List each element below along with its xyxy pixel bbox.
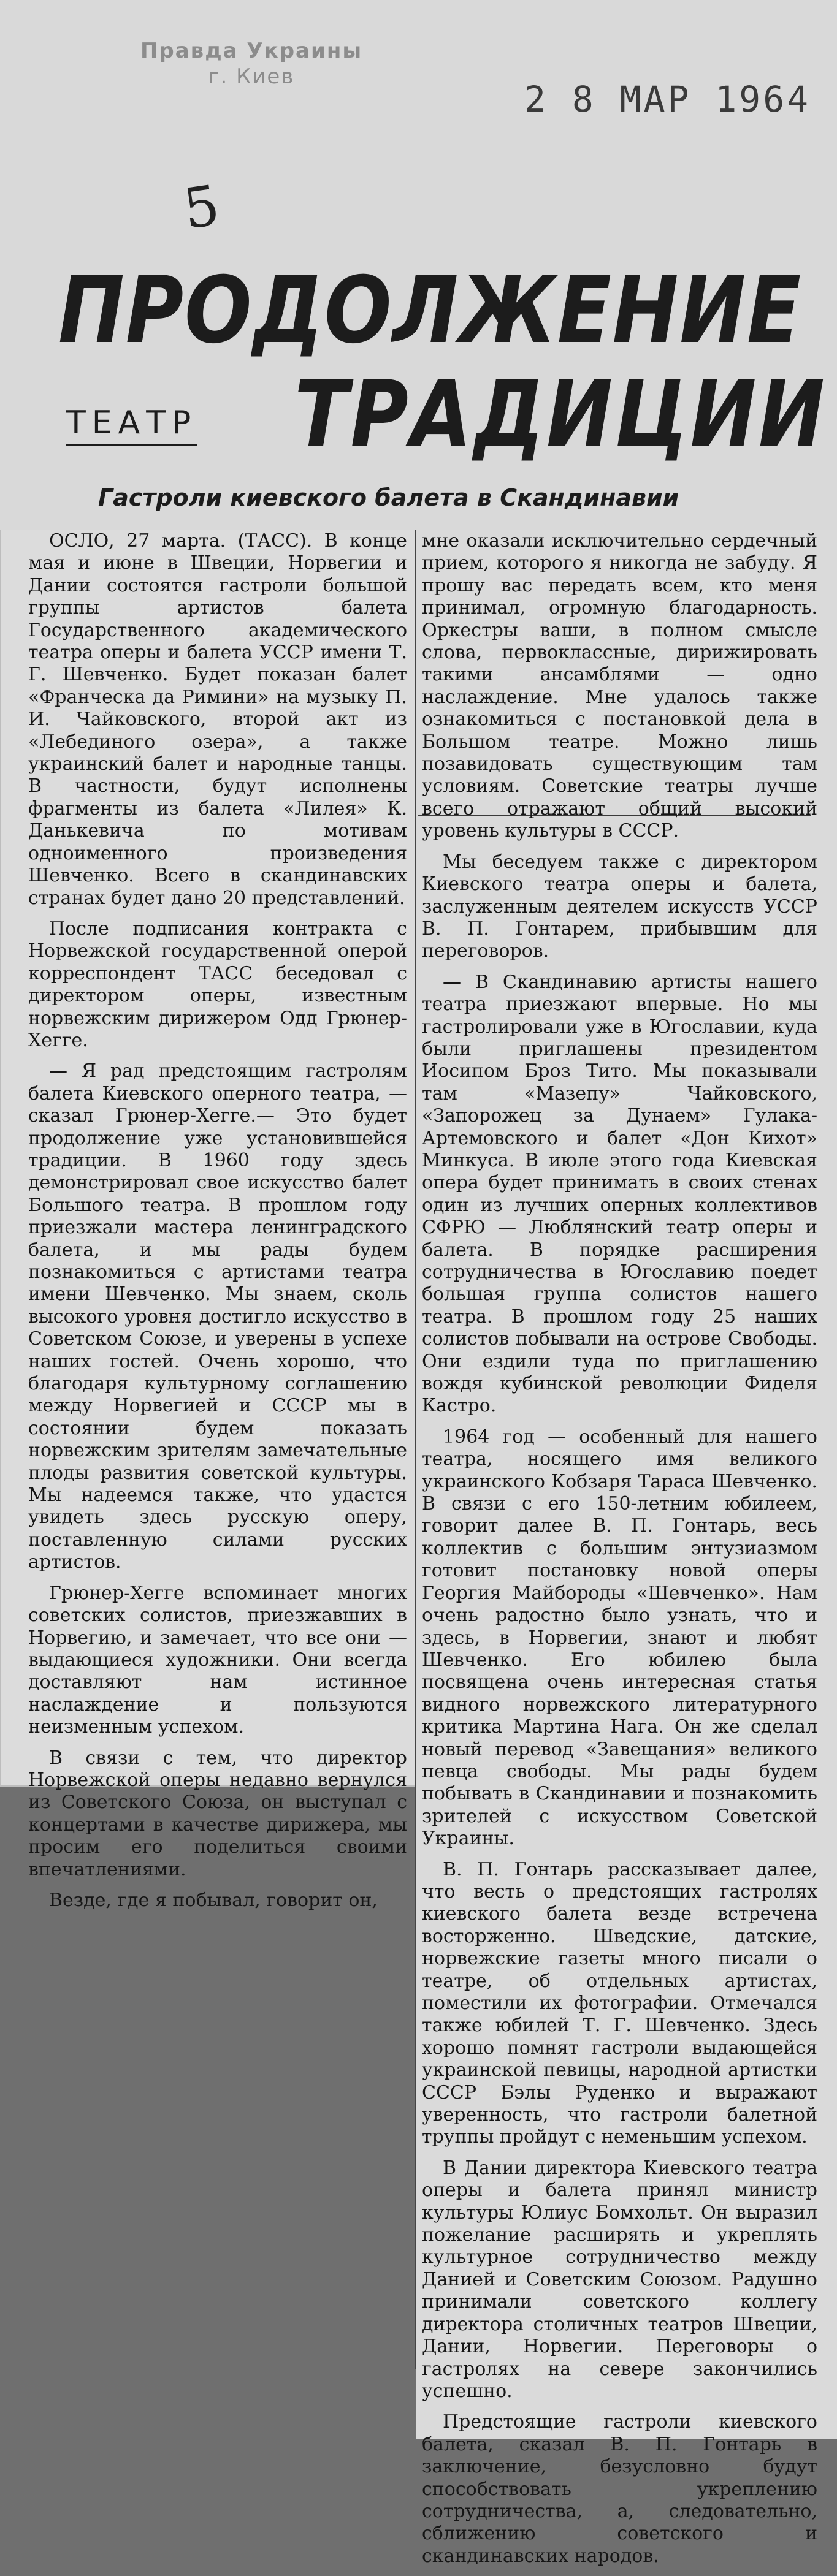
paragraph: В Дании директора Киевского театра оперы и балета принял министр культуры Юлиус Бомхольт. Он выразил пожелание расширять и укреплять культурное сотрудничество между Данией и Советским Союзом. Радушно принимали советского коллегу директора столичных театров Швеции, Дании, Норвегии. Переговоры о гастролях на севере закончились успешно. — [422, 2157, 817, 2402]
rubric-label: ТЕАТР — [66, 405, 197, 446]
paragraph: В. П. Гонтарь рассказывает далее, что весть о предстоящих гастролях киевского балета везде встречена восторженно. Шведские, датские, норвежские газеты много писали о театре, об отдельных артистах, поместили их фотографии. Отмечался также юбилей Т. Г. Шевченко. Здесь хорошо помнят гастроли выдающейся украинской певицы, народной артистки СССР Бэлы Руденко и выражают уверенность, что гастроли балетной труппы пройдут с неменьшим успехом. — [422, 1858, 817, 2148]
stamp-newspaper-name: Правда Украины — [140, 39, 363, 63]
paragraph: — В Скандинавию артисты нашего театра приезжают впервые. Но мы гастролировали уже в Югославии, куда были приглашены президентом Иосипом Броз Тито. Мы показывали там «Мазепу» Чайковского, «Запорожец за Дунаем» Гулака-Артемовского и балет «Дон Кихот» Минкуса. В июле этого года Киевская опера будет принимать в своих стенах один из лучших оперных коллективов СФРЮ — Люблянский театр оперы и балета. В порядке расширения сотрудничества в Югославию поедет большая группа солистов нашего театра. В прошлом году 25 наших солистов побывали на острове Свободы. Они ездили туда по приглашению вождя кубинской революции Фиделя Кастро. — [422, 971, 817, 1417]
newspaper-stamp — [117, 38, 386, 89]
stamp-city: г. Киев — [208, 64, 295, 89]
paragraph: Везде, где я побывал, говорит он, — [49, 1889, 378, 1911]
paragraph: Предстоящие гастроли киевского балета, сказал В. П. Гонтарь в заключение, безусловно будут способствовать укреплению сотрудничества, а, следовательно, сближению советского и скандинавских народов. — [422, 2411, 817, 2567]
headline-line-2: ТРАДИЦИИ — [294, 362, 827, 468]
article-right-column — [422, 530, 817, 2576]
paragraph: Грюнер-Хегге вспоминает многих советских солистов, приезжавших в Норвегию, и замечает, что все они — выдающиеся художники. Они всегда доставляют нам истинное наслаждение и пользуются неизменным успехом. — [28, 1582, 407, 1738]
paragraph: Мы беседуем также с директором Киевского театра оперы и балета, заслуженным деятелем искусств УССР В. П. Гонтарем, прибывшим для переговоров. — [422, 851, 817, 962]
article-left-column — [28, 530, 407, 1920]
date-stamp: 2 8 МАР 1964 — [524, 78, 811, 120]
paragraph: 1964 год — особенный для нашего театра, носящего имя великого украинского Кобзаря Тараса Шевченко. В связи с его 150-летним юбилеем, говорит далее В. П. Гонтарь, весь коллектив с большим энтузиазмом готовит постановку новой оперы Георгия Майбороды «Шевченко». Нам очень радостно было узнать, что и здесь, в Норвегии, знают и любят Шевченко. Его юбилею была посвящена очень интересная статья видного норвежского литературного критика Мартина Нага. Он же сделал новый перевод «Завещания» великого певца свободы. Мы рады будем побывать в Скандинавии и познакомить зрителей с искусством Советской Украины. — [422, 1426, 817, 1850]
paragraph: После подписания контракта с Норвежской государственной оперой корреспондент ТАСС беседовал с директором оперы, известным норвежским дирижером Одд Грюнер-Хегге. — [28, 918, 407, 1051]
handwritten-mark: 5 — [179, 173, 224, 242]
paragraph: ОСЛО, 27 марта. (ТАСС). В конце мая и июне в Швеции, Норвегии и Дании состоятся гастроли большой группы артистов балета Государственного академического театра оперы и балета УССР имени Т. Г. Шевченко. Будет показан балет «Франческа да Римини» на музыку П. И. Чайковского, второй акт из «Лебединого озера», а также украинский балет и народные танцы. В частности, будут исполнены фрагменты из балета «Лилея» К. Данькевича по мотивам одноименного произведения Шевченко. Всего в скандинавских странах будет дано 20 представлений. — [28, 530, 407, 909]
paragraph: мне оказали исключительно сердечный прием, которого я никогда не забуду. Я прошу вас передать всем, кто меня принимал, огромную благодарность. Оркестры ваши, в полном смысле слова, первоклассные, дирижировать такими ансамблями — одно наслаждение. Мне удалось также ознакомиться с постановкой дела в Большом театре. Можно лишь позавидовать существующим там условиям. Советские театры лучше всего отражают общий высокий уровень культуры в СССР. — [422, 530, 817, 842]
paragraph: В связи с тем, что директор Норвежской оперы недавно вернулся из Советского Союза, он выступал с концертами в качестве дирижера, мы просим его поделиться своими впечатлениями. — [28, 1747, 407, 1880]
paragraph: — Я рад предстоящим гастролям балета Киевского оперного театра, — сказал Грюнер-Хегге.— Это будет продолжение уже установившейся традиции. В 1960 году здесь демонстрировал свое искусство балет Большого театра. В прошлом году приезжали мастера ленинградского балета, и мы рады будем познакомиться с артистами театра имени Шевченко. Мы знаем, сколь высокого уровня достигло искусство в Советском Союзе, и уверены в успехе наших гостей. Очень хорошо, что благодаря культурному соглашению между Норвегией и СССР мы в состоянии будем показать норвежским зрителям замечательные плоды развития советской культуры. Мы надеемся также, что удастся увидеть здесь русскую оперу, поставленную силами русских артистов. — [28, 1060, 407, 1573]
column-divider — [415, 530, 416, 2369]
headline-line-1: ПРОДОЛЖЕНИЕ — [58, 257, 802, 364]
article-subtitle: Гастроли киевского балета в Скандинавии — [98, 484, 679, 511]
